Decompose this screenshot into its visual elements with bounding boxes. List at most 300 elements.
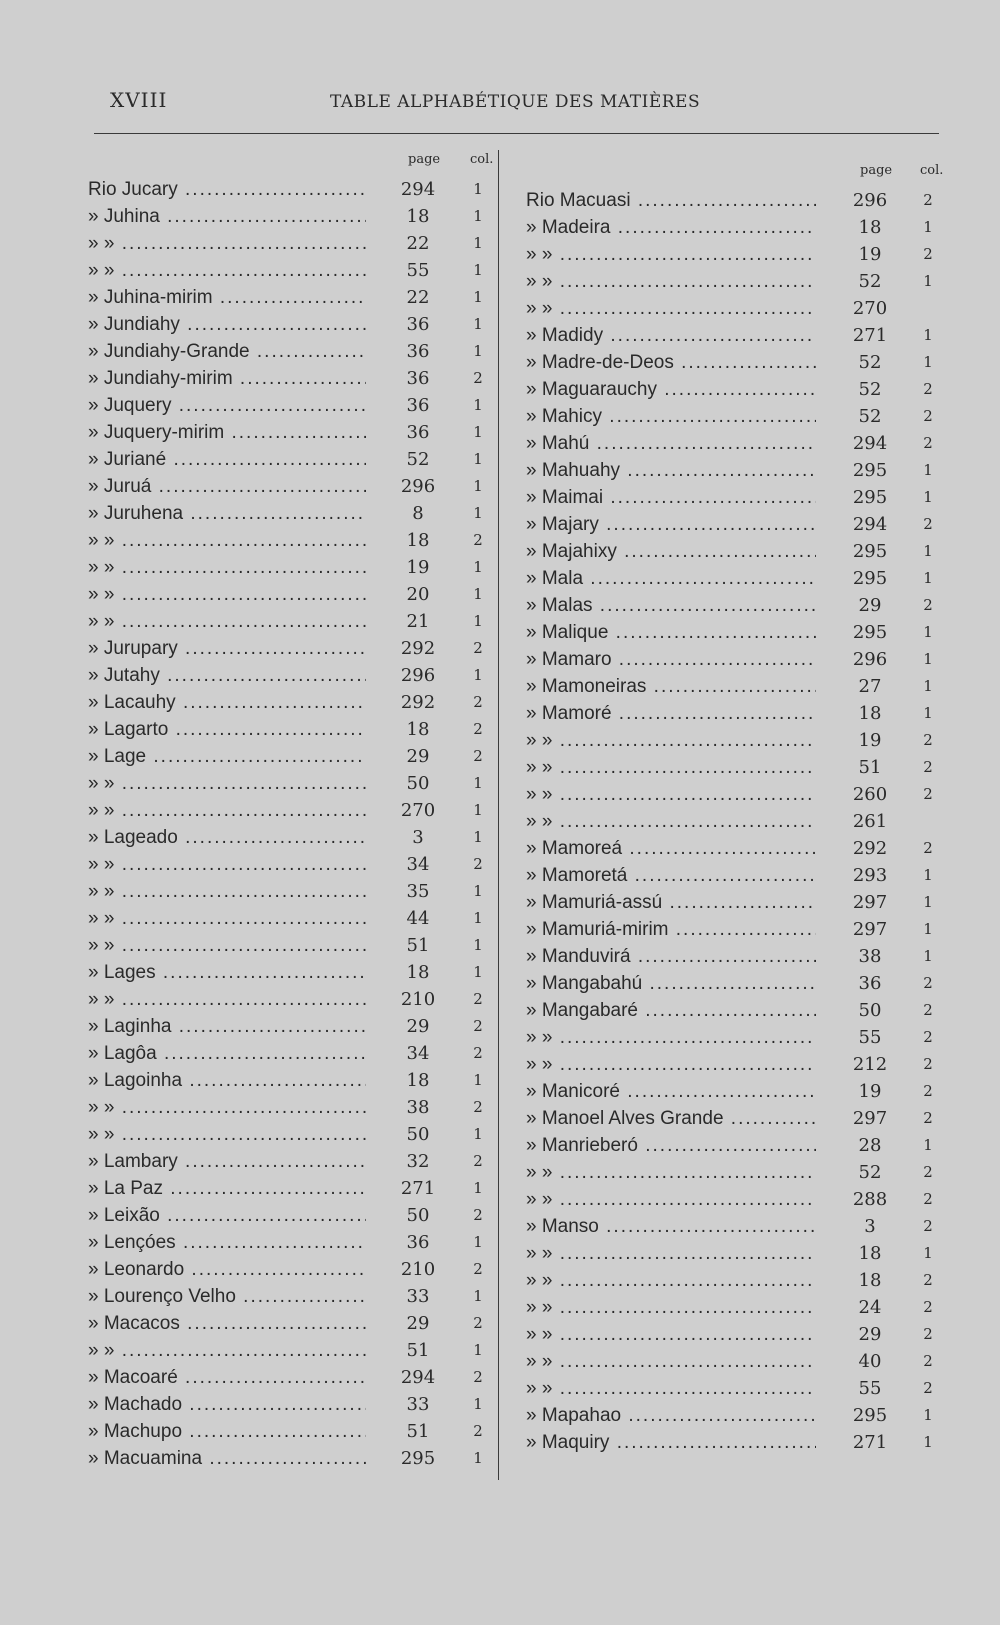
index-entry <box>526 862 946 889</box>
entry-page: 50 <box>406 773 430 794</box>
entry-page: 50 <box>858 1000 882 1021</box>
entry-page: 210 <box>400 989 436 1010</box>
entry-col: 2 <box>473 990 483 1008</box>
entry-page: 52 <box>858 379 882 400</box>
entry-name: » Mamuriá-assú ..... <box>526 889 816 916</box>
index-entry <box>526 1402 946 1429</box>
entry-page: 295 <box>852 460 888 481</box>
entry-name: » Leonardo ..... <box>88 1256 366 1283</box>
entry-name: » » ..... <box>526 1294 816 1321</box>
entry-col: 1 <box>923 1136 933 1154</box>
entry-col: 1 <box>923 488 933 506</box>
entry-page: 296 <box>400 665 436 686</box>
entry-page: 51 <box>406 1421 430 1442</box>
entry-col: 2 <box>923 839 933 857</box>
entry-col: 1 <box>923 542 933 560</box>
entry-name: » Majary ..... <box>526 511 816 538</box>
entry-name: » Lourenço Velho ..... <box>88 1283 366 1310</box>
entry-page: 295 <box>852 487 888 508</box>
entry-col: 2 <box>473 747 483 765</box>
entry-col: 2 <box>923 515 933 533</box>
entry-col: 1 <box>923 650 933 668</box>
entry-name: » Juquery ..... <box>88 392 366 419</box>
entry-page: 34 <box>406 854 430 875</box>
index-entry <box>88 500 498 527</box>
entry-col: 1 <box>923 1406 933 1424</box>
entry-col: 1 <box>473 1125 483 1143</box>
entry-col: 2 <box>923 1325 933 1343</box>
index-entry <box>88 743 498 770</box>
index-entry <box>88 1445 498 1472</box>
entry-name: » » ..... <box>88 878 366 905</box>
entry-page: 294 <box>852 433 888 454</box>
entry-page: 210 <box>400 1259 436 1280</box>
index-entry <box>526 187 946 214</box>
index-entry <box>526 673 946 700</box>
page-label: page <box>408 152 441 167</box>
entry-name: » Lagarto ..... <box>88 716 366 743</box>
entry-page: 44 <box>406 908 430 929</box>
index-entry <box>526 1132 946 1159</box>
index-entry <box>526 916 946 943</box>
entry-name: » » ..... <box>88 581 366 608</box>
entry-page: 19 <box>406 557 430 578</box>
entry-col: 2 <box>923 1379 933 1397</box>
entry-page: 271 <box>400 1178 436 1199</box>
index-entry <box>526 403 946 430</box>
index-entry <box>88 716 498 743</box>
entry-col: 1 <box>473 936 483 954</box>
index-entry <box>526 295 946 322</box>
entry-name: » Mamaro ..... <box>526 646 816 673</box>
entry-page: 32 <box>406 1151 430 1172</box>
entry-name: » Lagôa ..... <box>88 1040 366 1067</box>
entry-name: » Lambary ..... <box>88 1148 366 1175</box>
entry-name: » Majahixy ..... <box>526 538 816 565</box>
entry-col: 2 <box>923 1163 933 1181</box>
index-entry <box>526 592 946 619</box>
index-entry <box>526 619 946 646</box>
entry-name: Rio Jucary ..... <box>88 176 366 203</box>
index-entry <box>88 527 498 554</box>
entry-name: » Jutahy ..... <box>88 662 366 689</box>
entry-page: 33 <box>406 1286 430 1307</box>
entry-col: 2 <box>923 974 933 992</box>
index-entry <box>526 1429 946 1456</box>
entry-name: » » ..... <box>88 1337 366 1364</box>
entry-name: » » ..... <box>526 295 816 322</box>
entry-col: 1 <box>473 828 483 846</box>
entry-page: 297 <box>852 892 888 913</box>
index-entry <box>526 1078 946 1105</box>
entry-col: 2 <box>923 1190 933 1208</box>
entry-name: » Jundiahy-Grande ..... <box>88 338 366 365</box>
index-entry <box>88 797 498 824</box>
entry-name: » Lençóes ..... <box>88 1229 366 1256</box>
entry-col: 1 <box>473 558 483 576</box>
entry-page: 295 <box>852 541 888 562</box>
index-entry <box>88 284 498 311</box>
index-entry <box>526 1294 946 1321</box>
index-entry <box>526 970 946 997</box>
entry-col: 2 <box>923 1352 933 1370</box>
index-entry <box>88 1094 498 1121</box>
index-entry <box>88 392 498 419</box>
entry-page: 297 <box>852 919 888 940</box>
entry-name: » Juquery-mirim ..... <box>88 419 366 446</box>
entry-page: 294 <box>400 1367 436 1388</box>
entry-name: » » ..... <box>526 727 816 754</box>
entry-col: 1 <box>473 450 483 468</box>
entry-col: 2 <box>473 1260 483 1278</box>
entry-name: » » ..... <box>88 770 366 797</box>
index-entry <box>526 1186 946 1213</box>
col-label: col. <box>470 152 494 167</box>
entry-name: » Malique ..... <box>526 619 816 646</box>
index-entry <box>88 1175 498 1202</box>
entry-col: 1 <box>923 920 933 938</box>
entry-page: 18 <box>406 1070 430 1091</box>
index-entry <box>88 1202 498 1229</box>
entry-col: 1 <box>473 1071 483 1089</box>
entry-col: 2 <box>923 1271 933 1289</box>
entry-name: » Lages ..... <box>88 959 366 986</box>
entry-page: 292 <box>400 692 436 713</box>
entry-page: 27 <box>858 676 882 697</box>
entry-page: 36 <box>406 314 430 335</box>
entry-name: » » ..... <box>88 905 366 932</box>
entry-page: 294 <box>400 179 436 200</box>
entry-name: » Juhina-mirim ..... <box>88 284 366 311</box>
index-entry <box>526 1159 946 1186</box>
entry-col: 1 <box>473 1287 483 1305</box>
entry-col: 2 <box>473 369 483 387</box>
entry-page: 18 <box>406 719 430 740</box>
entry-page: 18 <box>858 703 882 724</box>
entry-col: 1 <box>923 1244 933 1262</box>
entry-col: 2 <box>923 1001 933 1019</box>
entry-name: » Mahuahy ..... <box>526 457 816 484</box>
entry-name: » » ..... <box>526 268 816 295</box>
entry-page: 50 <box>406 1205 430 1226</box>
entry-name: » » ..... <box>526 1348 816 1375</box>
entry-page: 29 <box>858 1324 882 1345</box>
index-entry <box>526 1267 946 1294</box>
entry-col: 2 <box>923 596 933 614</box>
entry-col: 1 <box>923 1433 933 1451</box>
index-entry <box>88 1337 498 1364</box>
entry-page: 22 <box>406 233 430 254</box>
entry-name: » » ..... <box>88 230 366 257</box>
entry-col: 1 <box>473 1449 483 1467</box>
entry-name: » » ..... <box>526 1186 816 1213</box>
entry-col: 2 <box>473 1206 483 1224</box>
right-column-header <box>526 163 946 187</box>
index-entry <box>526 565 946 592</box>
entry-page: 52 <box>858 271 882 292</box>
entry-page: 271 <box>852 1432 888 1453</box>
index-entry <box>88 608 498 635</box>
index-entry <box>88 932 498 959</box>
entry-name: » Mamoretá ..... <box>526 862 816 889</box>
index-entry <box>526 457 946 484</box>
entry-col: 1 <box>473 1341 483 1359</box>
index-entry <box>88 311 498 338</box>
entry-name: » Jurupary ..... <box>88 635 366 662</box>
index-entry <box>88 446 498 473</box>
entry-name: » » ..... <box>88 851 366 878</box>
entry-name: » » ..... <box>526 1024 816 1051</box>
entry-page: 51 <box>406 1340 430 1361</box>
entry-page: 22 <box>406 287 430 308</box>
entry-page: 36 <box>406 1232 430 1253</box>
entry-name: » Lageado ..... <box>88 824 366 851</box>
index-entry <box>88 1067 498 1094</box>
entry-name: » Manduvirá ..... <box>526 943 816 970</box>
index-entry <box>526 646 946 673</box>
entry-page: 36 <box>858 973 882 994</box>
entry-page: 288 <box>852 1189 888 1210</box>
left-entry-list <box>88 176 498 1472</box>
entry-col: 2 <box>473 1017 483 1035</box>
index-entry <box>526 700 946 727</box>
entry-page: 51 <box>406 935 430 956</box>
entry-col: 1 <box>923 677 933 695</box>
index-entry <box>88 1229 498 1256</box>
index-entry <box>88 770 498 797</box>
entry-col: 1 <box>923 461 933 479</box>
entry-col: 1 <box>473 612 483 630</box>
entry-name: » » ..... <box>88 986 366 1013</box>
entry-page: 52 <box>858 406 882 427</box>
entry-col: 2 <box>923 1082 933 1100</box>
entry-page: 33 <box>406 1394 430 1415</box>
entry-page: 29 <box>406 746 430 767</box>
entry-col: 2 <box>473 639 483 657</box>
index-entry <box>88 851 498 878</box>
entry-name: » Leixão ..... <box>88 1202 366 1229</box>
entry-page: 21 <box>406 611 430 632</box>
entry-page: 8 <box>412 503 424 524</box>
index-entry <box>526 376 946 403</box>
entry-name: » Macacos ..... <box>88 1310 366 1337</box>
entry-page: 38 <box>858 946 882 967</box>
index-entry <box>526 538 946 565</box>
entry-name: » » ..... <box>88 797 366 824</box>
right-entry-list <box>526 187 946 1456</box>
entry-name: » Maimai ..... <box>526 484 816 511</box>
entry-col: 1 <box>923 623 933 641</box>
entry-col: 1 <box>473 315 483 333</box>
index-entry <box>526 241 946 268</box>
entry-page: 18 <box>406 962 430 983</box>
entry-col: 1 <box>473 342 483 360</box>
index-entry <box>88 905 498 932</box>
entry-page: 296 <box>852 649 888 670</box>
entry-page: 295 <box>400 1448 436 1469</box>
index-entry <box>88 1256 498 1283</box>
index-entry <box>526 268 946 295</box>
entry-name: » Mamoré ..... <box>526 700 816 727</box>
entry-col: 2 <box>923 245 933 263</box>
entry-page: 29 <box>858 595 882 616</box>
right-column <box>526 163 946 1456</box>
entry-name: » Juruhena ..... <box>88 500 366 527</box>
entry-col: 1 <box>923 704 933 722</box>
entry-page: 36 <box>406 368 430 389</box>
entry-col: 1 <box>473 1179 483 1197</box>
index-entry <box>526 889 946 916</box>
entry-col: 1 <box>473 180 483 198</box>
entry-name: » » ..... <box>88 932 366 959</box>
entry-page: 52 <box>858 1162 882 1183</box>
entry-name: » Jundiahy-mirim ..... <box>88 365 366 392</box>
entry-col: 1 <box>473 504 483 522</box>
entry-page: 3 <box>412 827 424 848</box>
entry-page: 28 <box>858 1135 882 1156</box>
entry-page: 55 <box>858 1378 882 1399</box>
entry-col: 2 <box>923 731 933 749</box>
entry-name: » Macoaré ..... <box>88 1364 366 1391</box>
entry-page: 24 <box>858 1297 882 1318</box>
entry-page: 294 <box>852 514 888 535</box>
entry-name: » Juhina ..... <box>88 203 366 230</box>
page-header <box>110 88 940 118</box>
entry-name: » Lage ..... <box>88 743 366 770</box>
entry-col: 1 <box>473 423 483 441</box>
entry-col: 1 <box>473 477 483 495</box>
index-entry <box>88 176 498 203</box>
running-title: TABLE ALPHABÉTIQUE DES MATIÈRES <box>330 92 701 112</box>
index-entry <box>526 835 946 862</box>
entry-name: » Manso ..... <box>526 1213 816 1240</box>
col-label: col. <box>920 163 944 178</box>
entry-col: 1 <box>923 947 933 965</box>
entry-page: 295 <box>852 568 888 589</box>
entry-page: 18 <box>858 1270 882 1291</box>
entry-name: » » ..... <box>526 1267 816 1294</box>
entry-page: 36 <box>406 395 430 416</box>
entry-name: » » ..... <box>526 754 816 781</box>
entry-page: 51 <box>858 757 882 778</box>
entry-page: 18 <box>406 206 430 227</box>
index-entry <box>88 1148 498 1175</box>
entry-page: 293 <box>852 865 888 886</box>
entry-page: 292 <box>852 838 888 859</box>
entry-name: » » ..... <box>526 781 816 808</box>
index-entry <box>526 430 946 457</box>
entry-page: 55 <box>406 260 430 281</box>
index-entry <box>526 1105 946 1132</box>
index-entry <box>88 662 498 689</box>
index-entry <box>526 511 946 538</box>
index-entry <box>526 1051 946 1078</box>
entry-col: 2 <box>473 1098 483 1116</box>
entry-name: » Mangabaré ..... <box>526 997 816 1024</box>
page-label: page <box>860 163 893 178</box>
entry-name: » Laginha ..... <box>88 1013 366 1040</box>
entry-name: » Madre-de-Deos ..... <box>526 349 816 376</box>
entry-name: » Machupo ..... <box>88 1418 366 1445</box>
page-number: XVIII <box>110 88 168 112</box>
index-entry <box>88 878 498 905</box>
entry-page: 3 <box>864 1216 876 1237</box>
index-entry <box>526 1240 946 1267</box>
entry-col: 2 <box>923 1298 933 1316</box>
index-entry <box>88 581 498 608</box>
entry-col: 1 <box>473 207 483 225</box>
entry-page: 36 <box>406 422 430 443</box>
entry-col: 2 <box>923 191 933 209</box>
entry-name: » Manicoré ..... <box>526 1078 816 1105</box>
index-entry <box>88 1418 498 1445</box>
index-entry <box>526 484 946 511</box>
entry-page: 35 <box>406 881 430 902</box>
entry-col: 1 <box>923 353 933 371</box>
entry-name: » Juruá ..... <box>88 473 366 500</box>
entry-name: » Lagoinha ..... <box>88 1067 366 1094</box>
entry-col: 2 <box>923 407 933 425</box>
index-entry <box>88 1040 498 1067</box>
index-entry <box>88 473 498 500</box>
index-entry <box>526 1213 946 1240</box>
entry-page: 296 <box>852 190 888 211</box>
entry-page: 19 <box>858 244 882 265</box>
entry-name: » » ..... <box>88 1121 366 1148</box>
entry-page: 261 <box>852 811 888 832</box>
entry-page: 296 <box>400 476 436 497</box>
index-entry <box>526 781 946 808</box>
entry-name: » » ..... <box>88 554 366 581</box>
entry-col: 1 <box>923 569 933 587</box>
index-entry <box>526 997 946 1024</box>
entry-page: 270 <box>400 800 436 821</box>
index-entry <box>526 214 946 241</box>
entry-name: » » ..... <box>88 1094 366 1121</box>
entry-page: 18 <box>858 217 882 238</box>
entry-page: 38 <box>406 1097 430 1118</box>
index-entry <box>88 689 498 716</box>
entry-page: 52 <box>858 352 882 373</box>
index-entry <box>526 808 946 835</box>
index-entry <box>526 322 946 349</box>
index-entry <box>526 1024 946 1051</box>
index-entry <box>88 365 498 392</box>
entry-name: » Madidy ..... <box>526 322 816 349</box>
entry-col: 2 <box>473 855 483 873</box>
index-entry <box>88 986 498 1013</box>
entry-name: » Madeira ..... <box>526 214 816 241</box>
index-entry <box>88 1283 498 1310</box>
entry-name: » » ..... <box>88 257 366 284</box>
index-entry <box>88 554 498 581</box>
entry-col: 1 <box>923 218 933 236</box>
entry-col: 1 <box>923 866 933 884</box>
entry-name: » Mamoreá ..... <box>526 835 816 862</box>
entry-page: 20 <box>406 584 430 605</box>
entry-col: 2 <box>473 1044 483 1062</box>
entry-name: » » ..... <box>526 1051 816 1078</box>
entry-page: 40 <box>858 1351 882 1372</box>
entry-col: 1 <box>473 1395 483 1413</box>
entry-col: 2 <box>923 758 933 776</box>
entry-col: 2 <box>473 1368 483 1386</box>
entry-page: 18 <box>406 530 430 551</box>
entry-page: 270 <box>852 298 888 319</box>
entry-page: 29 <box>406 1016 430 1037</box>
entry-name: » Jundiahy ..... <box>88 311 366 338</box>
entry-name: » » ..... <box>526 1321 816 1348</box>
